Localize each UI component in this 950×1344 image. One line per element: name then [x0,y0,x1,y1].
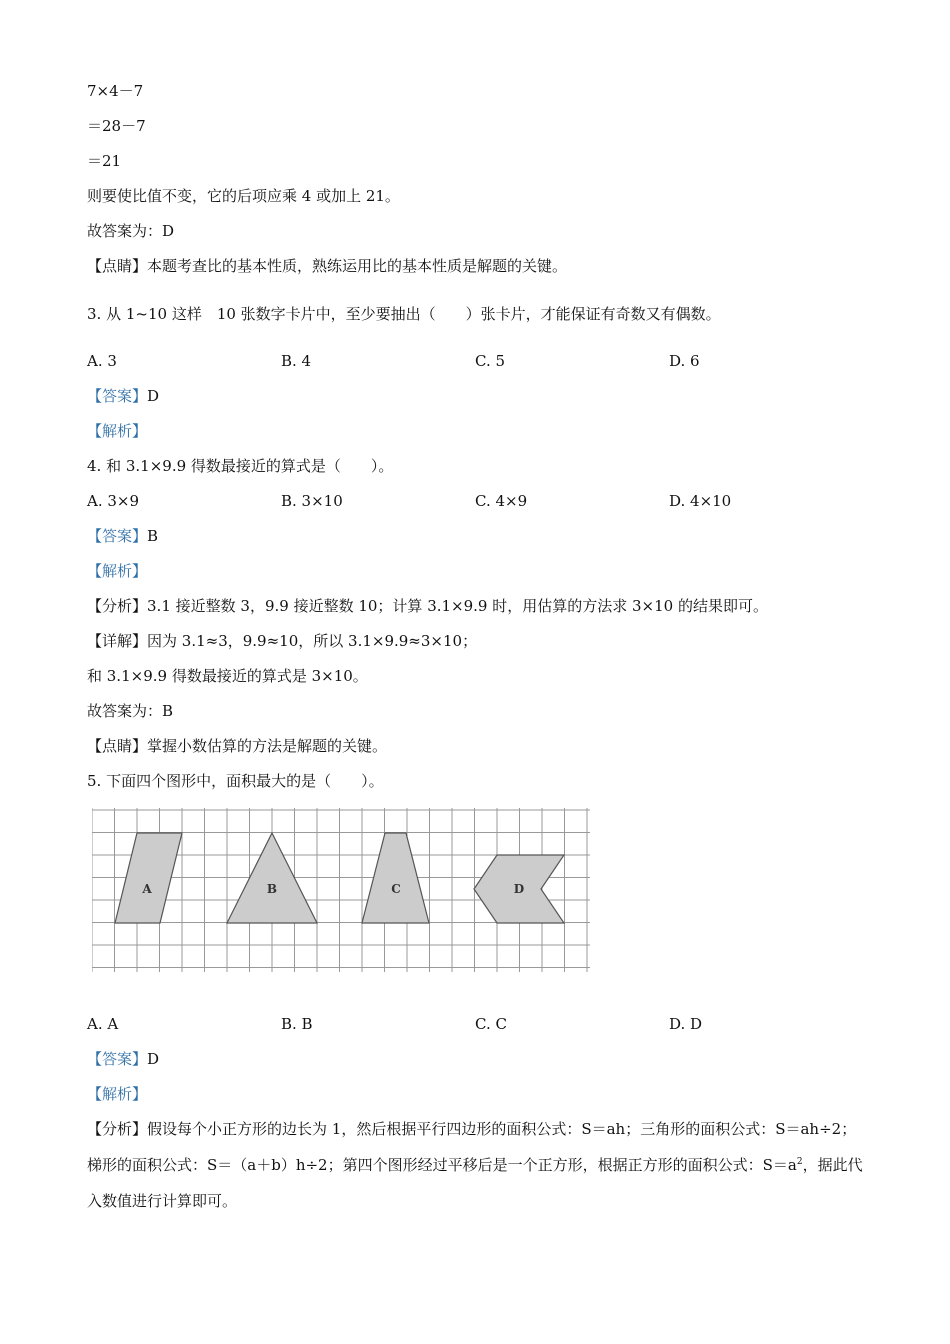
q2-note [87,255,567,277]
note-tag: 【点睛】 [87,737,148,755]
answer-value: D [147,387,160,405]
xiangjie-text: 因为 3.1≈3，9.9≈10，所以 3.1×9.9≈3×10； [147,632,478,650]
q5-fenxi [87,1111,865,1219]
explanation-line: 则要使比值不变，它的后项应乘 4 或加上 21。 [87,187,400,205]
fenxi-text-end: ，据此代入数值进行计算即可。 [87,1156,863,1210]
superscript-2: 2 [796,1157,803,1167]
fenxi-tag: 【分析】 [87,597,148,615]
q4-conclusion: 故答案为：B [87,702,174,720]
grid-figure [92,808,590,972]
note-text: 本题考查比的基本性质，熟练运用比的基本性质是解题的关键。 [147,257,568,275]
q3-analysis-tag: 【解析】 [87,422,148,440]
answer-tag: 【答案】 [87,527,148,545]
shape-label-b: B [266,882,278,896]
q5-option-a: A. A [87,1015,119,1033]
q2-conclusion: 故答案为：D [87,222,175,240]
fenxi-tag: 【分析】 [87,1120,148,1138]
q4-answer [87,525,158,547]
q5-option-d: D. D [669,1015,703,1033]
shape-label-d: D [513,882,525,896]
q4-question: 4. 和 3.1×9.9 得数最接近的算式是（ ）。 [87,457,394,475]
note-text: 掌握小数估算的方法是解题的关键。 [147,737,388,755]
q3-option-b: B. 4 [281,352,312,370]
answer-tag: 【答案】 [87,387,148,405]
note-tag: 【点睛】 [87,257,148,275]
q4-option-a: A. 3×9 [87,492,140,510]
q5-option-c: C. C [475,1015,507,1033]
shape-label-c: C [391,882,401,896]
q4-xiangjie [87,630,477,652]
calc-line-2: ＝28－7 [87,117,146,135]
calc-line-1: 7×4－7 [87,82,144,100]
answer-tag: 【答案】 [87,1050,148,1068]
q4-option-d: D. 4×10 [669,492,732,510]
q3-question: 3. 从 1~10 这样 10 张数字卡片中，至少要抽出（ ）张卡片，才能保证有奇数又有偶数。 [87,305,721,323]
calc-line-3: ＝21 [87,152,122,170]
q4-option-c: C. 4×9 [475,492,528,510]
q3-answer [87,385,159,407]
q5-answer [87,1048,159,1070]
fenxi-text: 假设每个小正方形的边长为 1，然后根据平行四边形的面积公式：S＝ah；三角形的面积公式：S＝ah÷2；梯形的面积公式：S＝（a＋b）h÷2；第四个图形经过平移后是一个正方形，根据正方形的面积公式：S＝a [87,1120,857,1174]
q3-option-c: C. 5 [475,352,506,370]
q4-option-b: B. 3×10 [281,492,343,510]
q3-option-d: D. 6 [669,352,700,370]
q5-analysis-tag: 【解析】 [87,1085,148,1103]
fenxi-text: 3.1 接近整数 3，9.9 接近整数 10；计算 3.1×9.9 时，用估算的方法求 3×10 的结果即可。 [147,597,768,615]
q3-option-a: A. 3 [87,352,117,370]
answer-value: B [147,527,159,545]
q4-detail-line-2: 和 3.1×9.9 得数最接近的算式是 3×10。 [87,667,368,685]
answer-value: D [147,1050,160,1068]
xiangjie-tag: 【详解】 [87,632,148,650]
q4-analysis-tag: 【解析】 [87,562,148,580]
q4-note [87,735,387,757]
q5-question: 5. 下面四个图形中，面积最大的是（ ）。 [87,772,384,790]
q4-fenxi [87,595,768,617]
shape-label-a: A [142,882,152,896]
q5-option-b: B. B [281,1015,313,1033]
